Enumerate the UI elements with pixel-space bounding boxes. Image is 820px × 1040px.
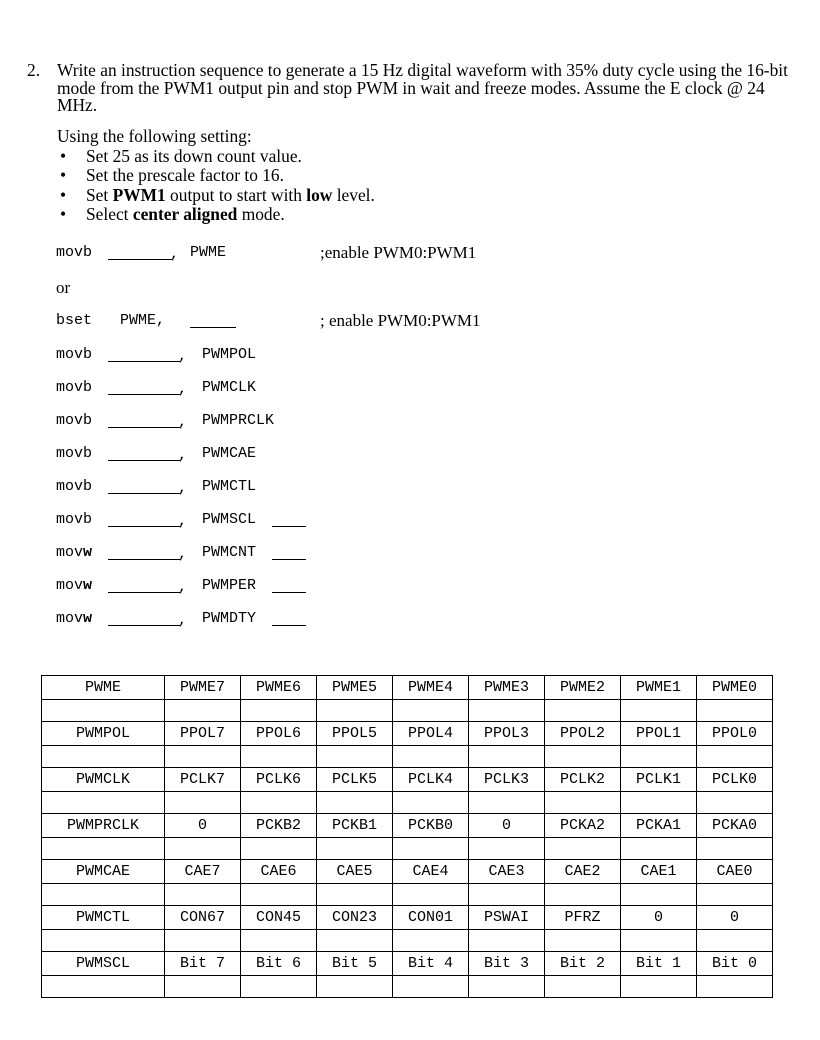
answer-cell[interactable] bbox=[241, 884, 317, 906]
register-name: PWMCTL bbox=[42, 906, 165, 930]
register-answer-row bbox=[42, 976, 773, 998]
register-answer-row bbox=[42, 930, 773, 952]
answer-cell[interactable] bbox=[545, 930, 621, 952]
register-bit-cell: PCLK1 bbox=[621, 768, 697, 792]
register-bit-cell: PWME7 bbox=[165, 676, 241, 700]
register-row-pwme bbox=[42, 676, 773, 700]
register-bit-cell: CAE0 bbox=[697, 860, 773, 884]
register-bit-cell: Bit 5 bbox=[317, 952, 393, 976]
answer-cell[interactable] bbox=[697, 930, 773, 952]
answer-cell[interactable] bbox=[621, 700, 697, 722]
answer-cell[interactable] bbox=[545, 792, 621, 814]
register-bit-cell: CON23 bbox=[317, 906, 393, 930]
register-bit-cell: CAE2 bbox=[545, 860, 621, 884]
answer-cell[interactable] bbox=[697, 884, 773, 906]
answer-cell[interactable] bbox=[621, 884, 697, 906]
settings-intro: Using the following setting: bbox=[57, 126, 252, 146]
bullet-icon: • bbox=[60, 145, 67, 166]
register-answer-row bbox=[42, 792, 773, 814]
setting-item: • Select center aligned mode. bbox=[60, 204, 285, 224]
register-bit-cell: PCLK6 bbox=[241, 768, 317, 792]
answer-cell[interactable] bbox=[317, 884, 393, 906]
register-bit-cell: PWME1 bbox=[621, 676, 697, 700]
register-bit-cell: PCKA2 bbox=[545, 814, 621, 838]
register-bit-cell: Bit 0 bbox=[697, 952, 773, 976]
register-name: PWMCAE bbox=[42, 860, 165, 884]
register-name: PWMSCL bbox=[42, 952, 165, 976]
register-bit-cell: Bit 1 bbox=[621, 952, 697, 976]
code-comment: ;enable PWM0:PWM1 bbox=[320, 243, 477, 262]
answer-cell[interactable] bbox=[165, 746, 241, 768]
answer-cell[interactable] bbox=[469, 746, 545, 768]
answer-cell[interactable] bbox=[241, 930, 317, 952]
register-answer-row bbox=[42, 884, 773, 906]
register-answer-row bbox=[42, 838, 773, 860]
register-bit-cell: PCKA0 bbox=[697, 814, 773, 838]
register-bit-cell: PCKB0 bbox=[393, 814, 469, 838]
answer-cell[interactable] bbox=[393, 930, 469, 952]
answer-cell[interactable] bbox=[42, 792, 165, 814]
register-row-pwmclk bbox=[42, 768, 773, 792]
register-bit-cell: PCLK5 bbox=[317, 768, 393, 792]
answer-cell[interactable] bbox=[469, 700, 545, 722]
register-bit-cell: 0 bbox=[697, 906, 773, 930]
register-name: PWME bbox=[42, 676, 165, 700]
answer-cell[interactable] bbox=[317, 746, 393, 768]
answer-cell[interactable] bbox=[42, 930, 165, 952]
register-bit-cell: PCLK7 bbox=[165, 768, 241, 792]
answer-cell[interactable] bbox=[393, 976, 469, 998]
register-bit-cell: Bit 7 bbox=[165, 952, 241, 976]
answer-cell[interactable] bbox=[545, 884, 621, 906]
answer-blank[interactable] bbox=[108, 544, 180, 560]
register-bit-cell: PPOL4 bbox=[393, 722, 469, 746]
register-bit-cell: PPOL6 bbox=[241, 722, 317, 746]
register-bit-cell: 0 bbox=[165, 814, 241, 838]
register-bit-cell: CON45 bbox=[241, 906, 317, 930]
answer-cell[interactable] bbox=[317, 792, 393, 814]
answer-blank[interactable] bbox=[108, 511, 180, 527]
answer-blank[interactable] bbox=[108, 412, 180, 428]
register-row-pwmscl bbox=[42, 952, 773, 976]
answer-cell[interactable] bbox=[165, 976, 241, 998]
bullet-icon: • bbox=[60, 165, 67, 185]
answer-blank[interactable] bbox=[190, 312, 236, 328]
answer-cell[interactable] bbox=[317, 700, 393, 722]
settings-block bbox=[57, 127, 375, 225]
answer-cell[interactable] bbox=[621, 792, 697, 814]
register-suffix-blank[interactable] bbox=[272, 511, 306, 527]
answer-blank[interactable] bbox=[108, 478, 180, 494]
answer-cell[interactable] bbox=[393, 792, 469, 814]
answer-cell[interactable] bbox=[697, 976, 773, 998]
register-bit-cell: Bit 2 bbox=[545, 952, 621, 976]
register-suffix-blank[interactable] bbox=[272, 610, 306, 626]
register-bit-cell: PPOL3 bbox=[469, 722, 545, 746]
register-bit-cell: PWME2 bbox=[545, 676, 621, 700]
answer-cell[interactable] bbox=[42, 746, 165, 768]
register-row-pwmprclk bbox=[42, 814, 773, 838]
register-bit-cell: PCLK3 bbox=[469, 768, 545, 792]
register-bit-cell: PCLK4 bbox=[393, 768, 469, 792]
answer-cell[interactable] bbox=[165, 884, 241, 906]
answer-cell[interactable] bbox=[545, 838, 621, 860]
answer-cell[interactable] bbox=[469, 838, 545, 860]
register-name: PWMPOL bbox=[42, 722, 165, 746]
answer-cell[interactable] bbox=[697, 700, 773, 722]
register-bit-cell: PPOL1 bbox=[621, 722, 697, 746]
answer-cell[interactable] bbox=[469, 930, 545, 952]
answer-blank[interactable] bbox=[108, 346, 180, 362]
register-bit-cell: CAE3 bbox=[469, 860, 545, 884]
register-row-pwmcae bbox=[42, 860, 773, 884]
register-bit-cell: CAE7 bbox=[165, 860, 241, 884]
answer-cell[interactable] bbox=[545, 746, 621, 768]
register-name: PWMCLK bbox=[42, 768, 165, 792]
answer-cell[interactable] bbox=[241, 976, 317, 998]
answer-cell[interactable] bbox=[317, 976, 393, 998]
answer-cell[interactable] bbox=[697, 838, 773, 860]
register-bit-cell: PWME5 bbox=[317, 676, 393, 700]
register-row-pwmctl bbox=[42, 906, 773, 930]
answer-cell[interactable] bbox=[165, 930, 241, 952]
answer-cell[interactable] bbox=[241, 746, 317, 768]
answer-cell[interactable] bbox=[165, 792, 241, 814]
register-bit-cell: PWME0 bbox=[697, 676, 773, 700]
setting-item: • Set 25 as its down count value. bbox=[60, 145, 302, 166]
register-bit-cell: Bit 3 bbox=[469, 952, 545, 976]
answer-cell[interactable] bbox=[469, 976, 545, 998]
settings-list bbox=[57, 147, 375, 225]
register-bit-cell: 0 bbox=[621, 906, 697, 930]
register-bit-cell: CAE5 bbox=[317, 860, 393, 884]
register-bit-cell: CON67 bbox=[165, 906, 241, 930]
answer-cell[interactable] bbox=[393, 838, 469, 860]
answer-cell[interactable] bbox=[317, 838, 393, 860]
register-row-pwmpol bbox=[42, 722, 773, 746]
register-bit-cell: PWME4 bbox=[393, 676, 469, 700]
register-bit-cell: PFRZ bbox=[545, 906, 621, 930]
register-bit-cell: PCLK0 bbox=[697, 768, 773, 792]
register-bit-cell: CAE1 bbox=[621, 860, 697, 884]
register-suffix-blank[interactable] bbox=[272, 544, 306, 560]
answer-cell[interactable] bbox=[621, 746, 697, 768]
register-bit-cell: PCKA1 bbox=[621, 814, 697, 838]
answer-cell[interactable] bbox=[42, 838, 165, 860]
register-bit-cell: PPOL7 bbox=[165, 722, 241, 746]
register-suffix-blank[interactable] bbox=[272, 577, 306, 593]
answer-cell[interactable] bbox=[621, 976, 697, 998]
register-bit-cell: PCLK2 bbox=[545, 768, 621, 792]
answer-cell[interactable] bbox=[621, 930, 697, 952]
register-bit-cell: PWME3 bbox=[469, 676, 545, 700]
answer-cell[interactable] bbox=[241, 700, 317, 722]
answer-cell[interactable] bbox=[165, 700, 241, 722]
answer-cell[interactable] bbox=[42, 700, 165, 722]
bullet-icon: • bbox=[60, 204, 67, 224]
answer-cell[interactable] bbox=[42, 976, 165, 998]
register-bit-cell: PWME6 bbox=[241, 676, 317, 700]
answer-cell[interactable] bbox=[697, 746, 773, 768]
or-label: or bbox=[56, 278, 71, 297]
answer-cell[interactable] bbox=[545, 700, 621, 722]
setting-item: • Set the prescale factor to 16. bbox=[60, 165, 284, 185]
register-answer-row bbox=[42, 700, 773, 722]
answer-cell[interactable] bbox=[42, 884, 165, 906]
register-bit-cell: PSWAI bbox=[469, 906, 545, 930]
answer-cell[interactable] bbox=[545, 976, 621, 998]
answer-blank[interactable] bbox=[108, 610, 180, 626]
answer-cell[interactable] bbox=[393, 700, 469, 722]
register-bit-cell: CAE4 bbox=[393, 860, 469, 884]
answer-cell[interactable] bbox=[621, 838, 697, 860]
register-bit-cell: PPOL2 bbox=[545, 722, 621, 746]
setting-item: • Set PWM1 output to start with low level. bbox=[60, 184, 375, 205]
register-bit-cell: CON01 bbox=[393, 906, 469, 930]
register-bit-cell: Bit 4 bbox=[393, 952, 469, 976]
answer-cell[interactable] bbox=[165, 838, 241, 860]
register-bit-cell: PCKB1 bbox=[317, 814, 393, 838]
code-comment: ; enable PWM0:PWM1 bbox=[320, 311, 481, 330]
register-bit-cell: 0 bbox=[469, 814, 545, 838]
bullet-icon: • bbox=[60, 184, 67, 205]
register-bit-cell: PPOL0 bbox=[697, 722, 773, 746]
answer-blank[interactable] bbox=[108, 445, 180, 461]
answer-cell[interactable] bbox=[393, 884, 469, 906]
register-name: PWMPRCLK bbox=[42, 814, 165, 838]
register-bit-cell: Bit 6 bbox=[241, 952, 317, 976]
answer-cell[interactable] bbox=[241, 838, 317, 860]
register-bit-cell: PCKB2 bbox=[241, 814, 317, 838]
answer-cell[interactable] bbox=[241, 792, 317, 814]
answer-blank[interactable] bbox=[108, 244, 172, 260]
question-number: 2. bbox=[27, 60, 41, 80]
register-bit-cell: CAE6 bbox=[241, 860, 317, 884]
answer-cell[interactable] bbox=[393, 746, 469, 768]
answer-cell[interactable] bbox=[469, 792, 545, 814]
question-text: Write an instruction sequence to generate a 15 Hz digital waveform with 35% duty cycle using the 16-bit mode from the PWM1 output pin and stop PWM in wait and freeze modes. Assume the E clock @ 24 MHz. bbox=[57, 60, 788, 115]
question-block bbox=[27, 62, 797, 115]
answer-blank[interactable] bbox=[108, 379, 180, 395]
answer-cell[interactable] bbox=[697, 792, 773, 814]
answer-cell[interactable] bbox=[317, 930, 393, 952]
answer-cell[interactable] bbox=[469, 884, 545, 906]
register-bit-cell: PPOL5 bbox=[317, 722, 393, 746]
register-table bbox=[41, 675, 773, 998]
answer-blank[interactable] bbox=[108, 577, 180, 593]
register-answer-row bbox=[42, 746, 773, 768]
